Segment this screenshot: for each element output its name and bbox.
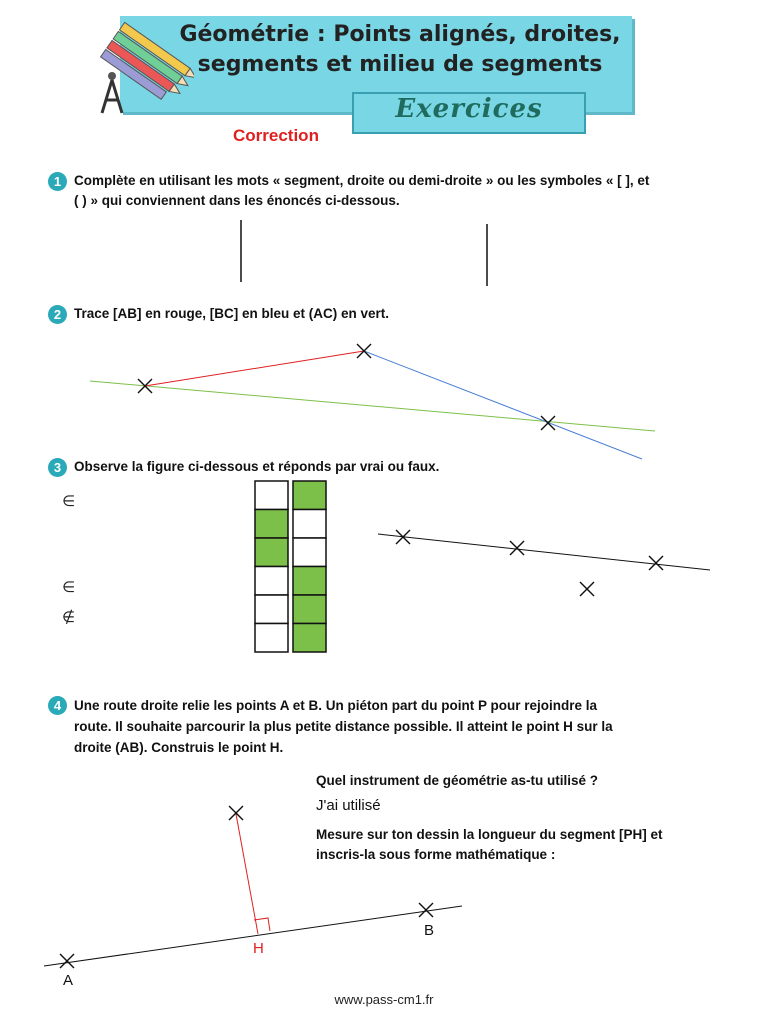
q3-text: Observe la figure ci-dessous et réponds par vrai ou faux. (74, 459, 440, 474)
q3-figure (370, 520, 720, 610)
q1-number-badge: 1 (48, 172, 67, 191)
q4-number-badge: 4 (48, 696, 67, 715)
point-p-cross (229, 806, 243, 820)
q2-text: Trace [AB] en rouge, [BC] en bleu et (AC) en vert. (74, 306, 390, 321)
q3-line (378, 534, 710, 570)
q1-text-line-1: Complète en utilisant les mots « segment, droite ou demi-droite » ou les symboles « [ ], et (74, 173, 650, 188)
grid-cell-left-4[interactable] (255, 567, 288, 596)
segment-ab-red (145, 351, 364, 386)
instrument-question: Quel instrument de géométrie as-tu utilisé ? (316, 773, 599, 788)
grid-cell-right-6[interactable] (293, 624, 326, 653)
answer-grid (250, 478, 332, 656)
segment-bc-blue (364, 351, 642, 459)
label-b: B (424, 922, 435, 939)
q3-point-3-cross (649, 556, 663, 570)
q4-text-line-1: Une route droite relie les points A et B. Un piéton part du point P pour rejoindre la (74, 698, 598, 713)
label-a: A (63, 972, 74, 989)
grid-cell-left-3[interactable] (255, 538, 288, 567)
element-of-symbol-1: ∈ (62, 492, 76, 510)
grid-cell-right-1[interactable] (293, 481, 326, 510)
q3-point-4-cross (580, 582, 594, 596)
page-title (170, 20, 630, 80)
point-c-cross (541, 416, 555, 430)
label-h: H (253, 940, 264, 957)
grid-cell-right-3[interactable] (293, 538, 326, 567)
title-line-1: Géométrie : Points alignés, droites, (179, 22, 621, 47)
exercices-label: Exercices (395, 94, 543, 124)
grid-cell-right-4[interactable] (293, 567, 326, 596)
instrument-answer: J'ai utilisé (316, 797, 381, 814)
grid-cell-left-2[interactable] (255, 510, 288, 539)
q4-figure (36, 800, 476, 990)
line-ac-green (90, 381, 655, 431)
q1-text-line-2: ( ) » qui conviennent dans les énoncés ci-dessous. (74, 193, 400, 208)
q2-number-badge: 2 (48, 305, 67, 324)
measure-line-2: inscris-la sous forme mathématique : (316, 847, 556, 862)
q1-figure (230, 218, 500, 290)
q4-text (74, 695, 754, 758)
q3-point-2-cross (510, 541, 524, 555)
not-element-of-symbol: ∉ (62, 608, 76, 626)
point-a-cross (60, 954, 74, 968)
segment-ph-red (236, 814, 258, 934)
q2-figure (80, 335, 680, 465)
title-line-2: segments et milieu de segments (197, 52, 603, 77)
grid-cell-right-2[interactable] (293, 510, 326, 539)
grid-cell-left-6[interactable] (255, 624, 288, 653)
q1-text (74, 171, 754, 211)
grid-cell-left-1[interactable] (255, 481, 288, 510)
measure-line-1: Mesure sur ton dessin la longueur du segment [PH] et (316, 827, 663, 842)
point-b-cross (357, 344, 371, 358)
correction-label: Correction (233, 126, 319, 145)
grid-cell-left-5[interactable] (255, 595, 288, 624)
grid-cell-right-5[interactable] (293, 595, 326, 624)
q4-text-line-2: route. Il souhaite parcourir la plus petite distance possible. Il atteint le point H sur la (74, 719, 613, 734)
q4-text-line-3: droite (AB). Construis le point H. (74, 740, 284, 755)
q3-number-badge: 3 (48, 458, 67, 477)
footer-url: www.pass-cm1.fr (334, 992, 434, 1007)
line-ab (44, 906, 462, 966)
element-of-symbol-2: ∈ (62, 578, 76, 596)
